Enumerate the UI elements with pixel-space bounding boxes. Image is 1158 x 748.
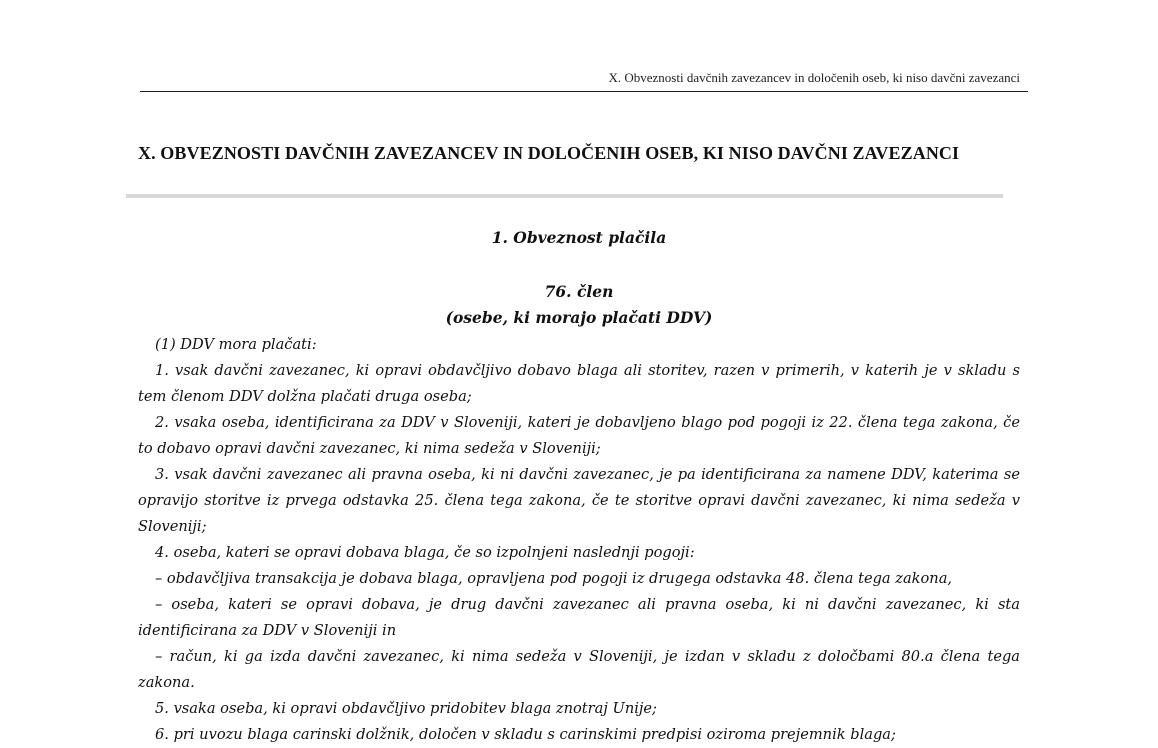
paragraph-item-2: 2. vsaka oseba, identificirana za DDV v Sloveniji, kateri je dobavljeno blago pod pogoji iz 22. člena tega zakona, če to dobavo opravi davčni zavezanec, ki nima sedeža v Sloveniji; [138,414,1020,457]
paragraph-item-3: 3. vsak davčni zavezanec ali pravna oseba, ki ni davčni zavezanec, je pa identificirana za namene DDV, katerima se opravijo storitve iz prvega odstavka 25. člena tega zakona, če te storitve opravi davčni zavezanec, ki nima sedeža v Sloveniji; [138,466,1020,535]
chapter-divider [126,194,1003,198]
section-title: 1. Obveznost plačila [491,228,667,247]
paragraph-item-1: 1. vsak davčni zavezanec, ki opravi obdavčljivo dobavo blaga ali storitev, razen v primerih, v katerih je v skladu s tem členom DDV dolžna plačati druga oseba; [138,362,1020,405]
paragraph-intro: (1) DDV mora plačati: [155,336,317,353]
article-number: 76. člen [544,282,614,301]
header-rule [140,91,1028,92]
paragraph-item-6: 6. pri uvozu blaga carinski dolžnik, določen v skladu s carinskimi predpisi oziroma prejemnik blaga; [155,726,896,743]
paragraph-item-5: 5. vsaka oseba, ki opravi obdavčljivo pridobitev blaga znotraj Unije; [155,700,657,717]
paragraph-dash-3: – račun, ki ga izda davčni zavezanec, ki nima sedeža v Sloveniji, je izdan v skladu z določbami 80.a člena tega zakona. [138,648,1020,691]
running-header: X. Obveznosti davčnih zavezancev in določenih oseb, ki niso davčni zavezanci [608,70,1020,85]
chapter-title: X. OBVEZNOSTI DAVČNIH ZAVEZANCEV IN DOLOČENIH OSEB, KI NISO DAVČNI ZAVEZANCI [138,143,960,163]
paragraph-item-4: 4. oseba, kateri se opravi dobava blaga, če so izpolnjeni naslednji pogoji: [155,544,695,561]
paragraph-dash-2: – oseba, kateri se opravi dobava, je drug davčni zavezanec ali pravna oseba, ki ni davčni zavezanec, ki sta identificirana za DDV v Sloveniji in [138,596,1020,639]
article-body [138,332,1020,748]
paragraph-dash-1: – obdavčljiva transakcija je dobava blaga, opravljena pod pogoji iz drugega odstavka 48. člena tega zakona, [155,570,953,587]
article-title: (osebe, ki morajo plačati DDV) [445,308,713,327]
